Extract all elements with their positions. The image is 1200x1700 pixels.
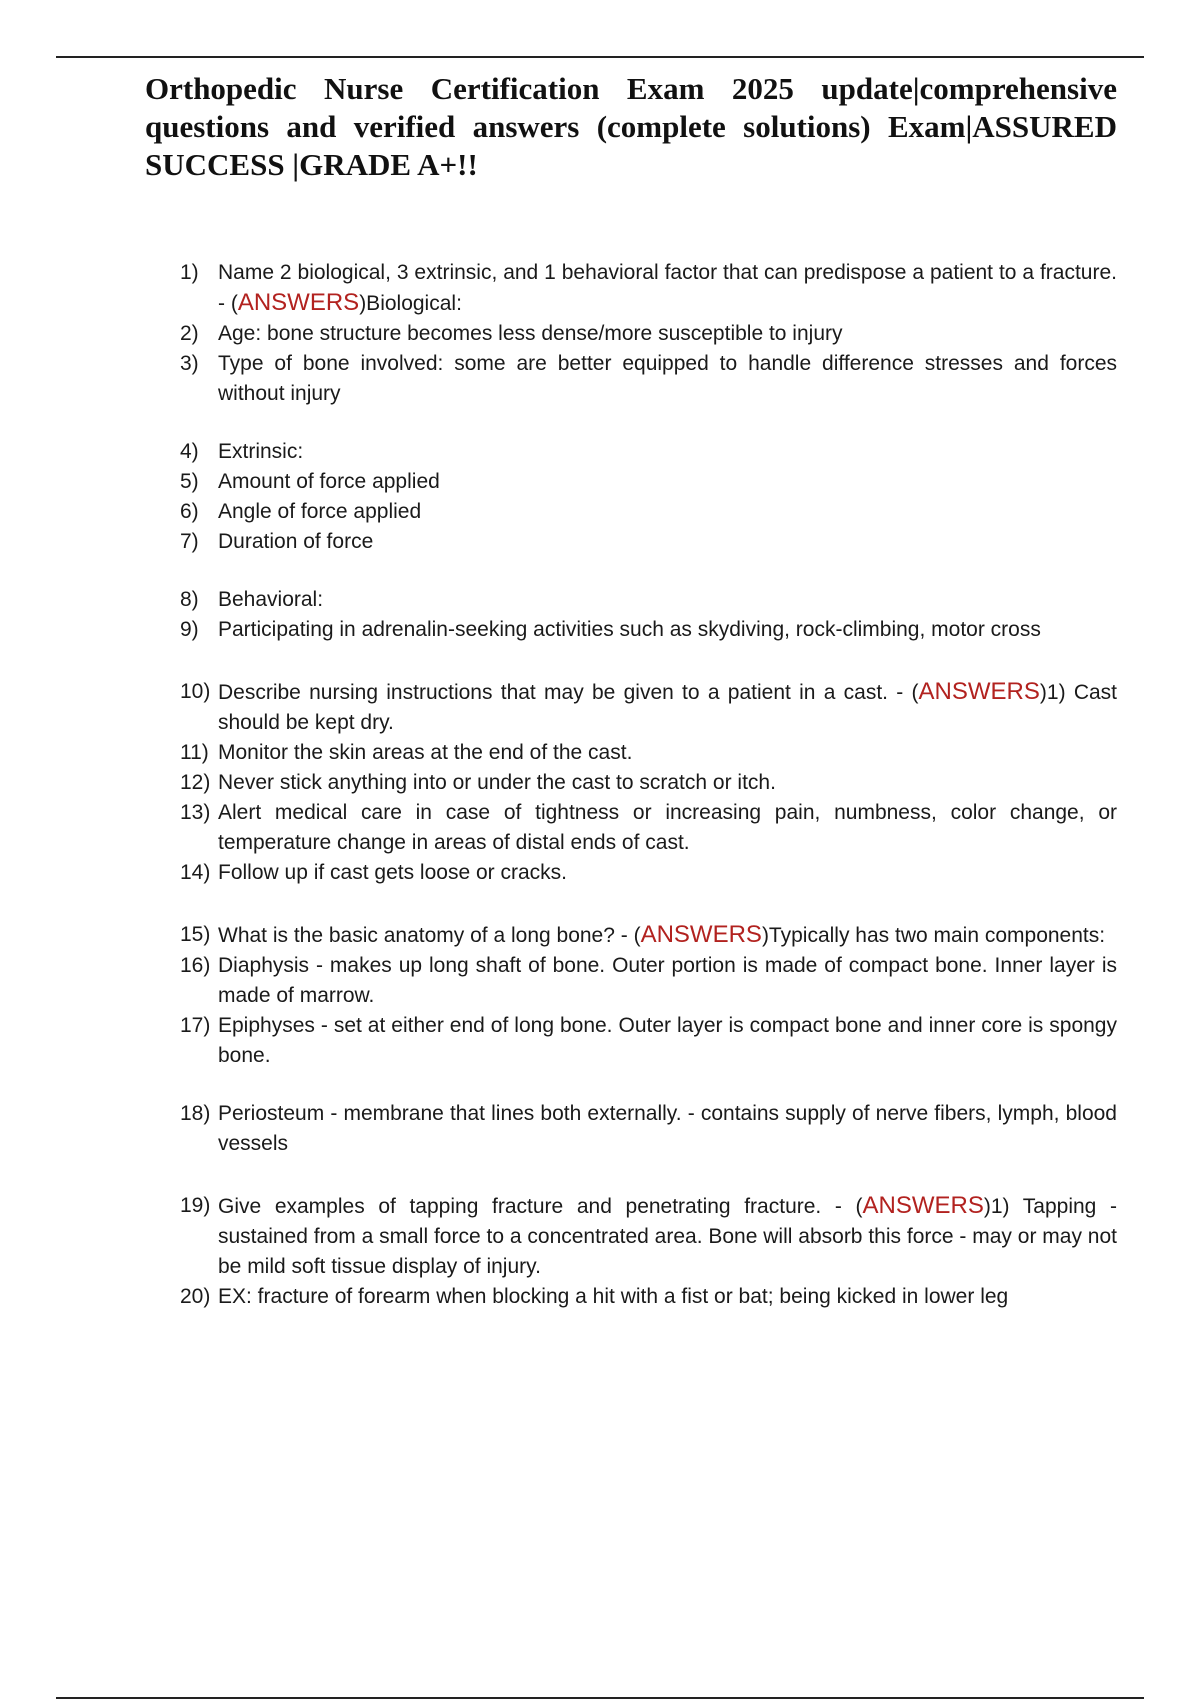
item-number: 16) <box>180 954 211 977</box>
item-number: 12) <box>180 771 211 794</box>
list-item-2 <box>180 319 1117 349</box>
answers-label: ANSWERS <box>237 289 360 316</box>
item-number: 3) <box>180 352 199 375</box>
item-number: 4) <box>180 440 199 463</box>
item-text: Give examples of tapping fracture and penetrating fracture. - (ANSWERS)1) Tapping - sustained from a small force to a concentrated area. Bone will absorb this force - may or may not be mild soft tissue display of injury. <box>218 1192 1117 1278</box>
list-item-10 <box>180 677 1117 738</box>
list-item-4 <box>180 437 1117 467</box>
item-text: Never stick anything into or under the cast to scratch or itch. <box>218 771 776 794</box>
item-text: Alert medical care in case of tightness or increasing pain, numbness, color change, or temperature change in areas of distal ends of cast. <box>218 801 1117 854</box>
item-text: EX: fracture of forearm when blocking a hit with a fist or bat; being kicked in lower leg <box>218 1285 1009 1308</box>
item-text: Follow up if cast gets loose or cracks. <box>218 861 567 884</box>
item-text: Age: bone structure becomes less dense/more susceptible to injury <box>218 322 843 345</box>
list-item-11 <box>180 738 1117 768</box>
answers-label: ANSWERS <box>640 921 762 948</box>
list-item-1 <box>180 258 1117 319</box>
item-number: 19) <box>180 1194 211 1217</box>
question-list <box>180 258 1117 1312</box>
answers-label: ANSWERS <box>918 678 1040 705</box>
answers-label: ANSWERS <box>862 1192 984 1219</box>
item-number: 5) <box>180 470 199 493</box>
item-number: 11) <box>180 741 209 764</box>
list-item-12 <box>180 768 1117 798</box>
bottom-rule <box>56 1697 1144 1699</box>
list-item-5 <box>180 467 1117 497</box>
item-number: 6) <box>180 500 199 523</box>
item-number: 7) <box>180 530 199 553</box>
list-item-14 <box>180 858 1117 888</box>
list-item-20 <box>180 1282 1117 1312</box>
item-text: Participating in adrenalin-seeking activities such as skydiving, rock-climbing, motor cross <box>218 618 1041 641</box>
item-text: Type of bone involved: some are better equipped to handle difference stresses and forces without injury <box>218 352 1117 405</box>
item-number: 15) <box>180 923 211 946</box>
item-text: Epiphyses - set at either end of long bone. Outer layer is compact bone and inner core is spongy bone. <box>218 1014 1117 1067</box>
item-number: 17) <box>180 1014 211 1037</box>
list-item-18 <box>180 1099 1117 1159</box>
item-number: 10) <box>180 680 211 703</box>
document-title: Orthopedic Nurse Certification Exam 2025 update|comprehensive questions and verified answers (complete solutions) Exam|ASSURED SUCCESS |GRADE A+!! <box>145 71 1117 182</box>
list-item-7 <box>180 527 1117 557</box>
list-item-15 <box>180 920 1117 951</box>
item-text: Angle of force applied <box>218 500 422 523</box>
item-number: 13) <box>180 801 211 824</box>
item-text: Amount of force applied <box>218 470 440 493</box>
item-text: Describe nursing instructions that may be given to a patient in a cast. - (ANSWERS)1) Cast should be kept dry. <box>218 678 1118 734</box>
top-rule <box>56 56 1144 58</box>
list-item-13 <box>180 798 1117 858</box>
item-text: Diaphysis - makes up long shaft of bone. Outer portion is made of compact bone. Inner layer is made of marrow. <box>218 954 1117 1007</box>
item-text: Monitor the skin areas at the end of the cast. <box>218 741 633 764</box>
list-item-17 <box>180 1011 1117 1071</box>
item-text: Duration of force <box>218 530 374 553</box>
list-item-8 <box>180 585 1117 615</box>
list-item-16 <box>180 951 1117 1011</box>
item-number: 9) <box>180 618 199 641</box>
item-number: 2) <box>180 322 199 345</box>
list-item-19 <box>180 1191 1117 1282</box>
item-number: 18) <box>180 1102 211 1125</box>
list-item-9 <box>180 615 1117 645</box>
item-number: 1) <box>180 261 199 284</box>
item-text: Behavioral: <box>218 588 324 611</box>
item-text: Name 2 biological, 3 extrinsic, and 1 behavioral factor that can predispose a patient to a fracture. - (ANSWERS)Biological: <box>218 261 1117 316</box>
list-item-6 <box>180 497 1117 527</box>
item-text: Extrinsic: <box>218 440 304 463</box>
item-number: 20) <box>180 1285 211 1308</box>
item-number: 8) <box>180 588 199 611</box>
list-item-3 <box>180 349 1117 409</box>
item-text: What is the basic anatomy of a long bone? - (ANSWERS)Typically has two main components: <box>218 921 1106 948</box>
item-text: Periosteum - membrane that lines both externally. - contains supply of nerve fibers, lymph, blood vessels <box>218 1102 1117 1155</box>
item-number: 14) <box>180 861 211 884</box>
